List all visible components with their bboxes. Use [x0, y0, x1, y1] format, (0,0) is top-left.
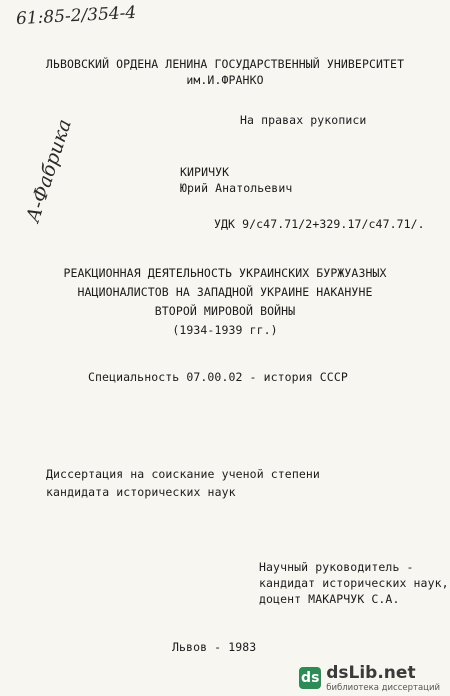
dissertation-line-1: Диссертация на соискание ученой степени [46, 467, 320, 481]
handwritten-shelfmark: 61:85-2/354-4 [15, 2, 137, 30]
dslib-logo-icon: ds [299, 667, 321, 689]
supervisor-line-1: Научный руководитель - [259, 560, 414, 574]
author-name: Юрий Анатольевич [180, 181, 293, 195]
udc-code: УДК 9/с47.71/2+329.17/с47.71/. [214, 217, 425, 231]
university-line-1: ЛЬВОВСКИЙ ОРДЕНА ЛЕНИНА ГОСУДАРСТВЕННЫЙ УНИВЕРСИТЕТ [45, 57, 405, 71]
place-year: Львов - 1983 [172, 640, 257, 654]
manuscript-note: На правах рукописи [240, 113, 367, 127]
title-line-3: ВТОРОЙ МИРОВОЙ ВОЙНЫ [154, 304, 296, 318]
supervisor-line-3: доцент МАКАРЧУК С.А. [259, 592, 400, 606]
title-line-1: РЕАКЦИОННАЯ ДЕЯТЕЛЬНОСТЬ УКРАИНСКИХ БУРЖУАЗНЫХ [63, 266, 387, 280]
dslib-watermark[interactable] [299, 662, 440, 693]
university-line-2: им.И.ФРАНКО [186, 73, 264, 87]
title-line-2: НАЦИОНАЛИСТОВ НА ЗАПАДНОЙ УКРАИНЕ НАКАНУНЕ [77, 285, 373, 299]
handwritten-margin-note: А-Фабрика [22, 116, 76, 225]
specialty: Специальность 07.00.02 - история СССР [88, 370, 348, 384]
author-surname: КИРИЧУК [180, 165, 230, 179]
watermark-tagline: библиотека диссертаций [326, 682, 440, 693]
title-years: (1934-1939 гг.) [172, 323, 278, 337]
watermark-name: dsLib.net [326, 662, 416, 683]
supervisor-line-2: кандидат исторических наук, [259, 576, 449, 590]
dissertation-line-2: кандидата исторических наук [46, 485, 236, 499]
